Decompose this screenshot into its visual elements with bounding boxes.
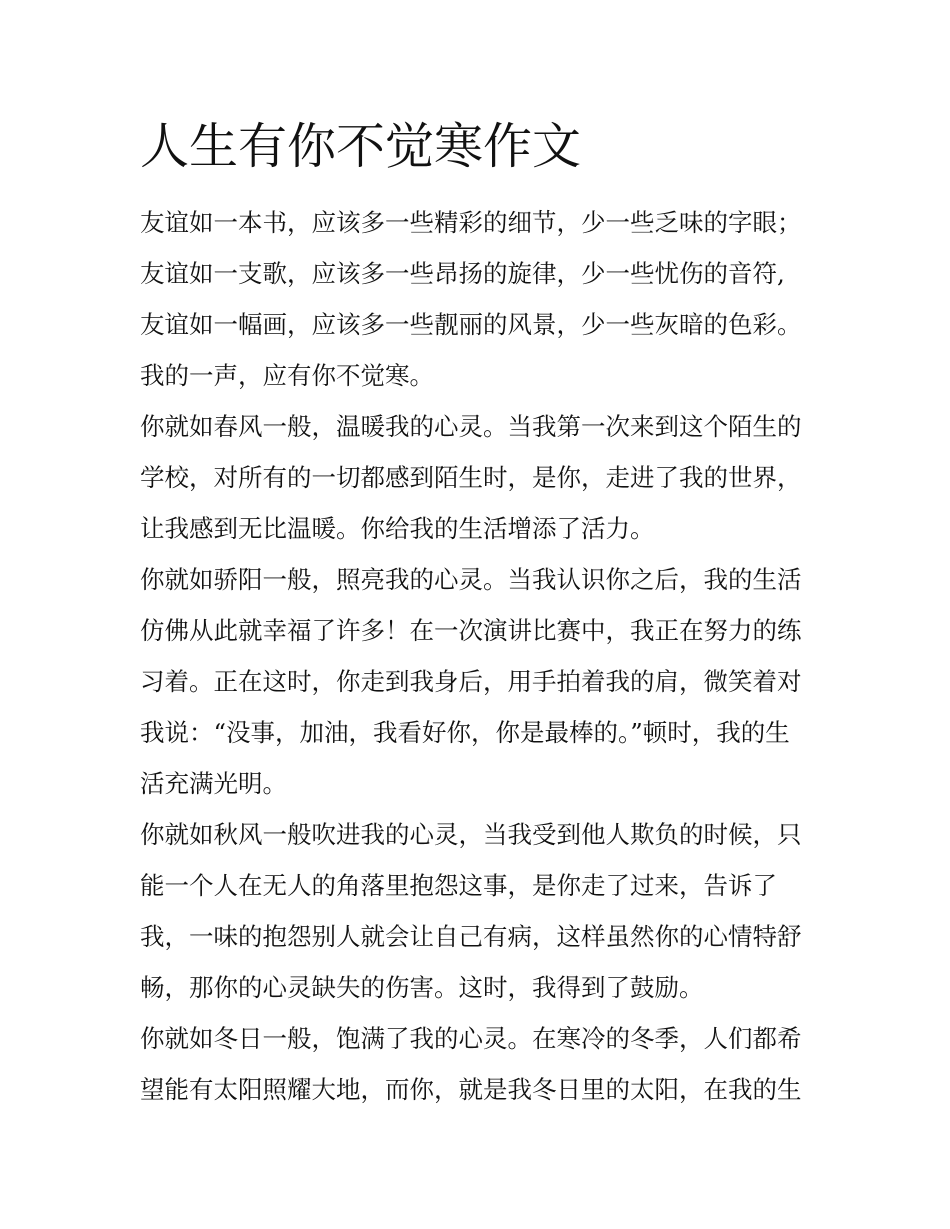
essay-body [140, 197, 820, 1115]
text-line: 让我感到无比温暖。你给我的生活增添了活力。 [140, 514, 655, 543]
text-line: 你就如骄阳一般，照亮我的心灵。当我认识你之后，我的生活 [140, 565, 802, 594]
text-line: 友谊如一支歌，应该多一些昂扬的旋律，少一些忧伤的音符, [140, 259, 785, 288]
text-line: 你就如冬日一般，饱满了我的心灵。在寒冷的冬季，人们都希 [140, 1024, 802, 1053]
text-line: 望能有太阳照耀大地，而你，就是我冬日里的太阳，在我的生 [140, 1075, 802, 1104]
page-title: 人生有你不觉寒作文 [140, 118, 582, 175]
text-line: 习着。正在这时，你走到我身后，用手拍着我的肩，微笑着对 [140, 667, 802, 696]
text-line: 友谊如一本书，应该多一些精彩的细节，少一些乏味的字眼； [140, 208, 802, 237]
text-line: 我说：“没事，加油，我看好你，你是最棒的。”顿时，我的生 [140, 718, 790, 747]
text-line: 我，一味的抱怨别人就会让自己有病，这样虽然你的心情特舒 [140, 922, 802, 951]
text-line: 学校，对所有的一切都感到陌生时，是你，走进了我的世界， [140, 463, 802, 492]
text-line: 我的一声，应有你不觉寒。 [140, 361, 434, 390]
text-line: 你就如春风一般，温暖我的心灵。当我第一次来到这个陌生的 [140, 412, 802, 441]
text-line: 能一个人在无人的角落里抱怨这事，是你走了过来，告诉了 [140, 871, 777, 900]
text-line: 仿佛从此就幸福了许多！在一次演讲比赛中，我正在努力的练 [140, 616, 802, 645]
text-line: 活充满光明。 [140, 769, 287, 798]
text-line: 你就如秋风一般吹进我的心灵，当我受到他人欺负的时候，只 [140, 820, 802, 849]
text-line: 友谊如一幅画，应该多一些靓丽的风景，少一些灰暗的色彩。 [140, 310, 802, 339]
text-line: 畅，那你的心灵缺失的伤害。这时，我得到了鼓励。 [140, 973, 704, 1002]
